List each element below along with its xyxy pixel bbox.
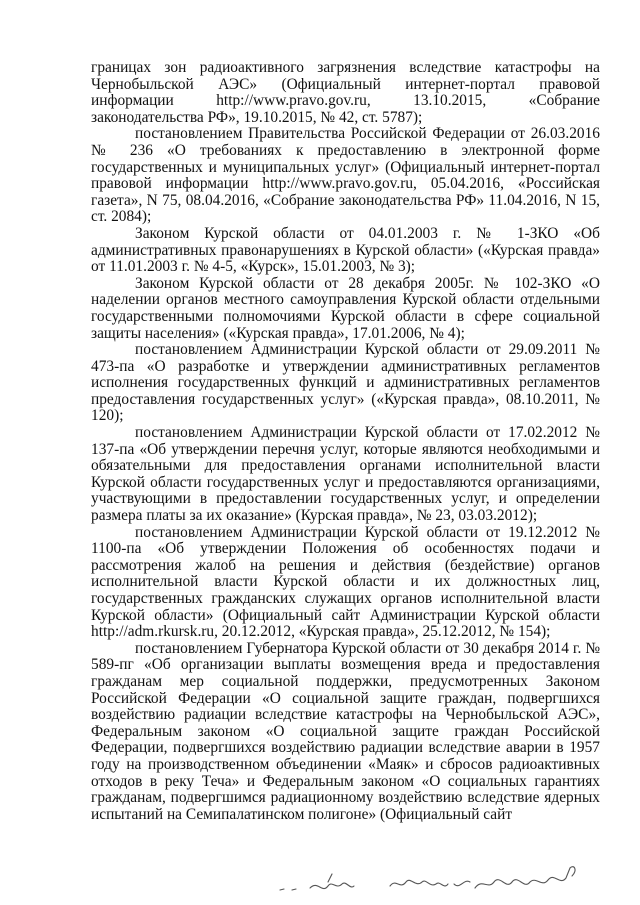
paragraph-6: постановлением Администрации Курской области от 17.02.2012 № 137-па «Об утверждении перечня услуг, которые являются необходимыми и обязательными для предоставления органами исполнительной власти Курской области государственных услуг и предоставляются организациями, участвующими в предоставлении государственных услуг, и определении размера платы за их оказание» (Курская правда», № 23, 03.03.2012); xyxy=(91,424,600,525)
signature-scribble xyxy=(270,860,600,900)
paragraph-1: границах зон радиоактивного загрязнения вследствие катастрофы на Чернобыльской АЭС» (Официальный интернет-портал правовой информации http://www.pravo.gov.ru, 13.10.2015, «Собрание законодательства РФ», 19.10.2015, № 42, ст. 5787); xyxy=(91,59,600,126)
paragraph-7: постановлением Администрации Курской области от 19.12.2012 № 1100-па «Об утверждении Положения об особенностях подачи и рассмотрения жалоб на решения и действия (бездействие) органов исполнительной власти Курской области и их должностных лиц, государственных гражданских служащих органов исполнительной власти Курской области» (Официальный сайт Администрации Курской области http://adm.rkursk.ru, 20.12.2012, «Курская правда», 25.12.2012, № 154); xyxy=(91,523,600,641)
paragraph-3: Законом Курской области от 04.01.2003 г. № 1-ЗКО «Об административных правонарушениях в Курской области» («Курская правда» от 11.01.2003 г. № 4-5, «Курск», 15.01.2003, № 3); xyxy=(91,224,600,276)
paragraph-5: постановлением Администрации Курской области от 29.09.2011 № 473-па «О разработке и утверждении административных регламентов исполнения государственных функций и административных регламентов предоставления государственных услуг» («Курская правда», 08.10.2011, № 120); xyxy=(91,341,600,425)
paragraph-2: постановлением Правительства Российской Федерации от 26.03.2016 № 236 «О требованиях к предоставлению в электронной форме государственных и муниципальных услуг» (Официальный интернет-портал правовой информации http://www.pravo.gov.ru, 05.04.2016, «Российская газета», N 75, 08.04.2016, «Собрание законодательства РФ» 11.04.2016, N 15, ст. 2084); xyxy=(91,125,600,226)
document-body xyxy=(91,60,600,823)
handwritten-signature xyxy=(270,860,600,900)
paragraph-8: постановлением Губернатора Курской области от 30 декабря 2014 г. № 589-пг «Об организации выплаты возмещения вреда и предоставления гражданам мер социальной поддержки, предусмотренных Законом Российской Федерации «О социальной защите граждан, подвергшихся воздействию радиации вследствие катастрофы на Чернобыльской АЭС», Федеральным законом «О социальной защите граждан Российской Федерации, подвергшихся воздействию радиации вследствие аварии в 1957 году на производственном объединении «Маяк» и сбросов радиоактивных отходов в реку Теча» и Федеральным законом «О социальных гарантиях гражданам, подвергшимся радиационному воздействию вследствие ядерных испытаний на Семипалатинском полигоне» (Официальный сайт xyxy=(91,639,600,823)
paragraph-4: Законом Курской области от 28 декабря 2005г. № 102-ЗКО «О наделении органов местного самоуправления Курской области отдельными государственными полномочиями Курской области в сфере социальной защиты населения» («Курская правда», 17.01.2006, № 4); xyxy=(91,274,600,342)
